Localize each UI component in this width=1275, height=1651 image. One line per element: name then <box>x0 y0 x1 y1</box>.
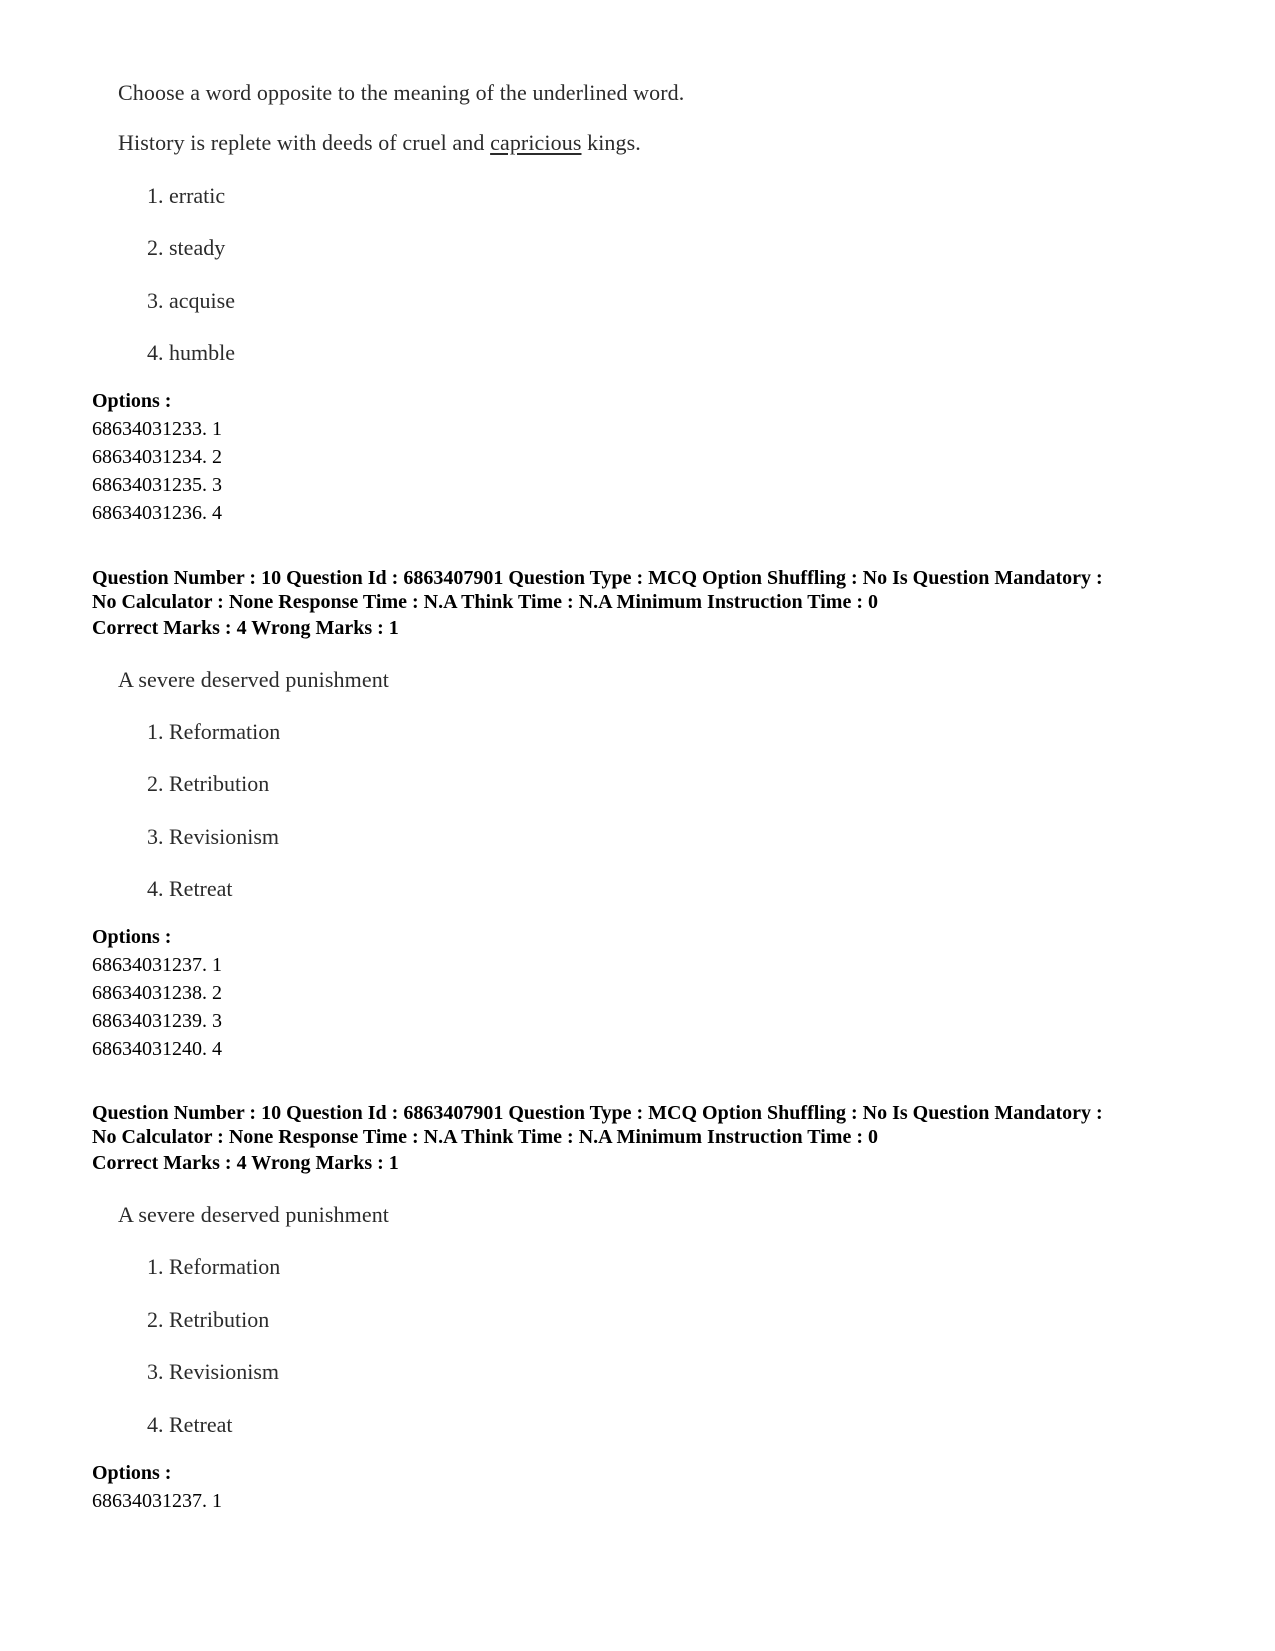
question-text: A severe deserved punishment <box>118 667 389 692</box>
question-text: A severe deserved punishment <box>118 1202 389 1227</box>
sentence-before: History is replete with deeds of cruel and <box>118 130 491 155</box>
option-id: 68634031238. 2 <box>92 982 222 1004</box>
option-id: 68634031236. 4 <box>92 502 222 524</box>
option-id: 68634031233. 1 <box>92 418 222 440</box>
choice-item: 2. Retribution <box>147 1307 270 1332</box>
choice-item: 4. humble <box>147 340 235 365</box>
option-id: 68634031237. 1 <box>92 954 222 976</box>
choice-item: 3. Revisionism <box>147 1359 280 1384</box>
question-meta <box>92 566 1212 614</box>
options-label: Options : <box>92 926 172 948</box>
meta-line-1: Question Number : 10 Question Id : 6863407901 Question Type : MCQ Option Shuffling : No Is Question Mandatory : <box>92 1102 1103 1124</box>
marks-line: Correct Marks : 4 Wrong Marks : 1 <box>92 1152 399 1174</box>
choice-item: 4. Retreat <box>147 876 233 901</box>
choice-item: 1. Reformation <box>147 1254 281 1279</box>
choice-item: 3. acquise <box>147 288 235 313</box>
option-id: 68634031235. 3 <box>92 474 222 496</box>
option-id: 68634031234. 2 <box>92 446 222 468</box>
option-id: 68634031237. 1 <box>92 1490 222 1512</box>
options-label: Options : <box>92 1462 172 1484</box>
choice-item: 1. erratic <box>147 183 226 208</box>
choice-item: 3. Revisionism <box>147 824 280 849</box>
choice-item: 2. Retribution <box>147 771 270 796</box>
sentence-after: kings. <box>581 130 641 155</box>
question-meta <box>92 1101 1212 1149</box>
option-id: 68634031240. 4 <box>92 1038 222 1060</box>
choice-item: 4. Retreat <box>147 1412 233 1437</box>
meta-line-2: No Calculator : None Response Time : N.A Think Time : N.A Minimum Instruction Time : 0 <box>92 591 878 613</box>
meta-line-2: No Calculator : None Response Time : N.A Think Time : N.A Minimum Instruction Time : 0 <box>92 1126 878 1148</box>
question-sentence <box>118 130 641 156</box>
underlined-word: capricious <box>490 130 582 155</box>
choice-item: 2. steady <box>147 235 226 260</box>
question-instruction: Choose a word opposite to the meaning of the underlined word. <box>118 80 685 105</box>
meta-line-1: Question Number : 10 Question Id : 6863407901 Question Type : MCQ Option Shuffling : No Is Question Mandatory : <box>92 567 1103 589</box>
options-label: Options : <box>92 390 172 412</box>
choice-item: 1. Reformation <box>147 719 281 744</box>
option-id: 68634031239. 3 <box>92 1010 222 1032</box>
marks-line: Correct Marks : 4 Wrong Marks : 1 <box>92 617 399 639</box>
